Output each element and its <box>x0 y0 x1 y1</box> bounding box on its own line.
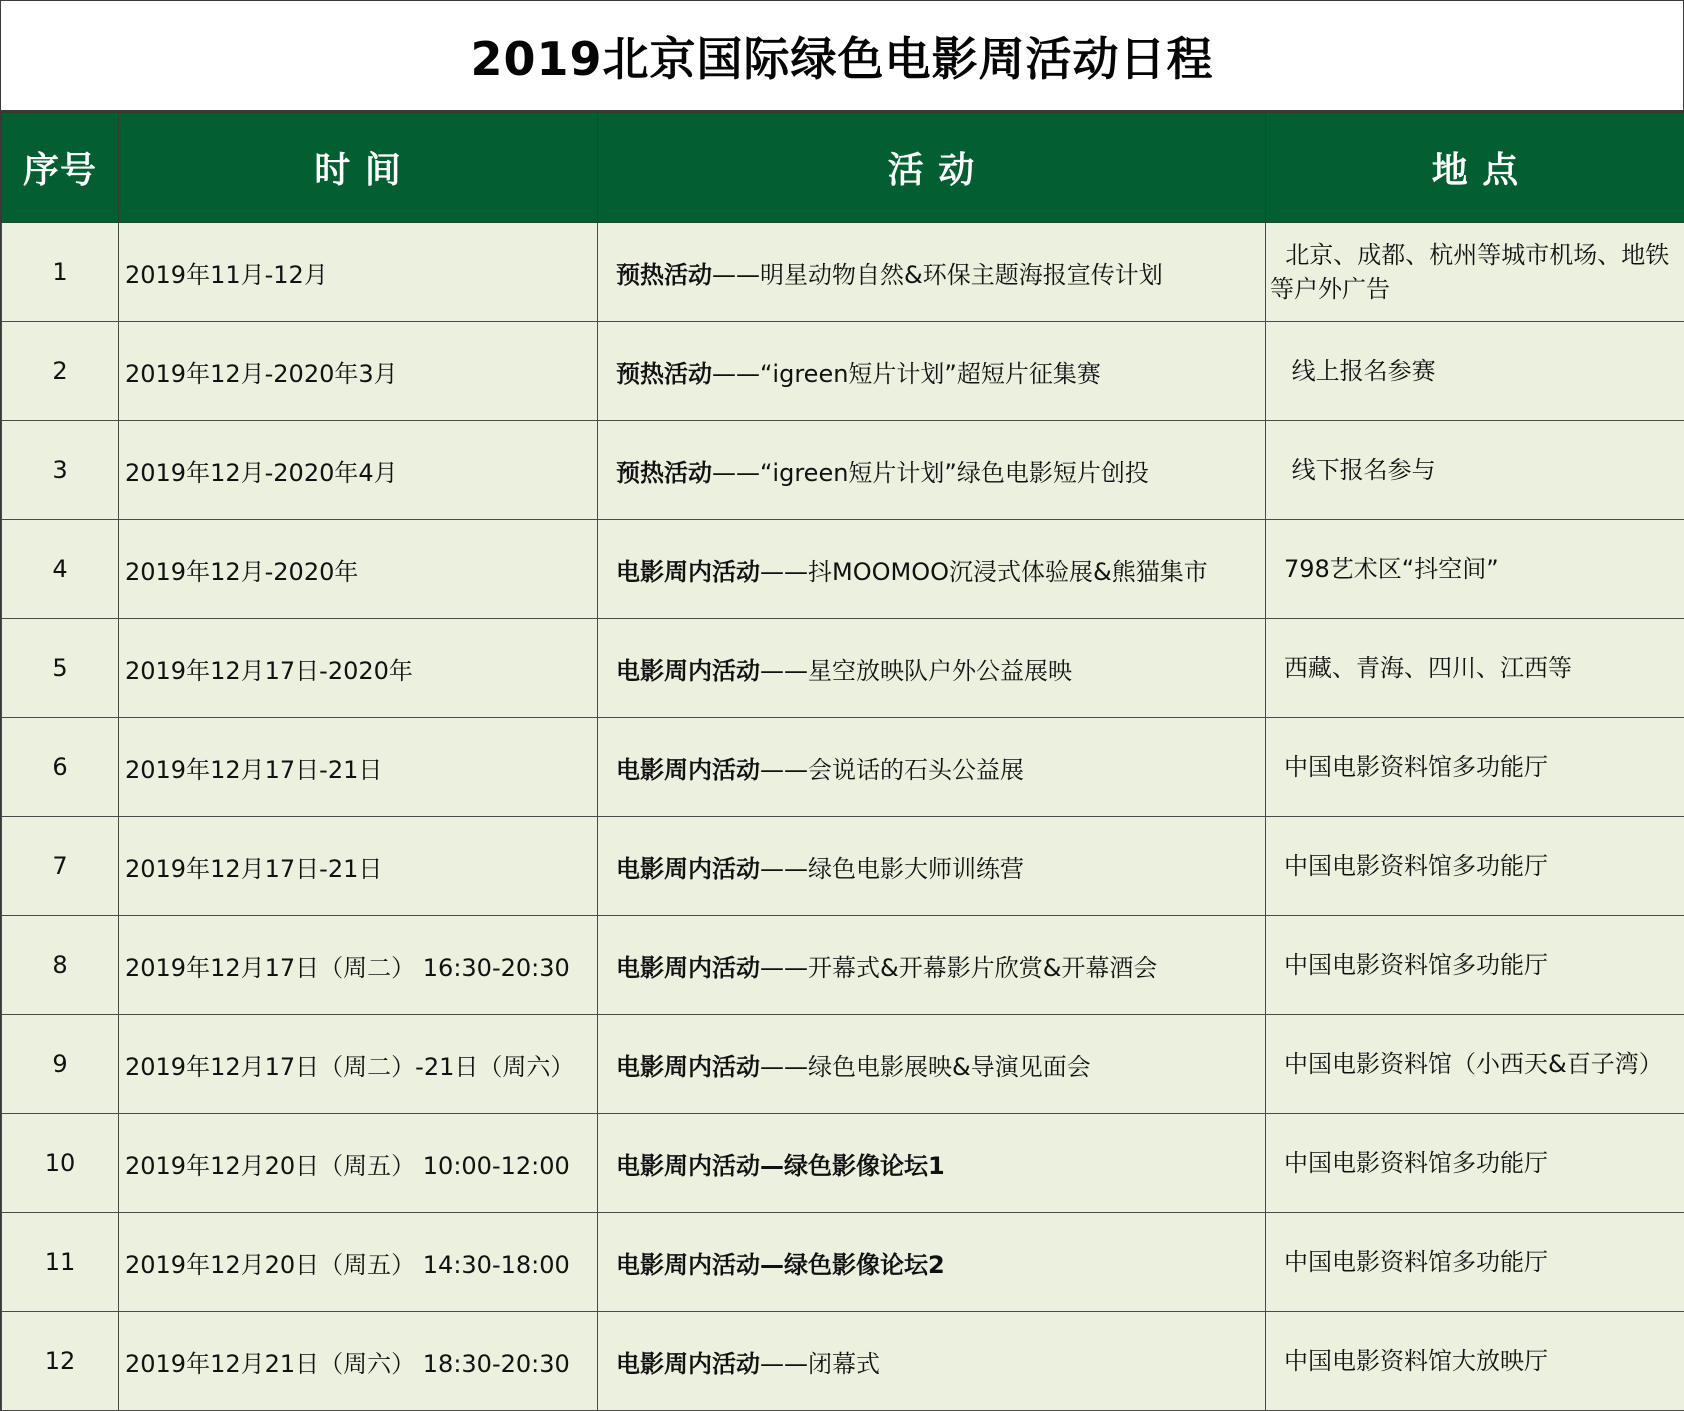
activity-description: 明星动物自然&环保主题海报宣传计划 <box>760 260 1163 289</box>
cell-time[interactable]: 2019年11月-12月 <box>119 223 598 322</box>
cell-activity[interactable] <box>598 322 1266 421</box>
activity-description: 绿色电影大师训练营 <box>808 854 1024 883</box>
cell-time[interactable]: 2019年12月17日-21日 <box>119 718 598 817</box>
cell-number[interactable]: 9 <box>2 1015 119 1114</box>
activity-category: 电影周内活动 <box>616 656 760 685</box>
activity-description: “igreen短片计划”超短片征集赛 <box>760 359 1101 388</box>
cell-number[interactable]: 6 <box>2 718 119 817</box>
activity-description: 闭幕式 <box>808 1349 880 1378</box>
cell-place[interactable]: 北京、成都、杭州等城市机场、地铁等户外广告 <box>1266 223 1684 322</box>
cell-time[interactable]: 2019年12月-2020年3月 <box>119 322 598 421</box>
activity-separator: —— <box>760 656 808 685</box>
cell-number[interactable]: 3 <box>2 421 119 520</box>
table-row <box>2 421 1684 520</box>
activity-category: 电影周内活动 <box>616 953 760 982</box>
table-row <box>2 1312 1684 1411</box>
table-row <box>2 1114 1684 1213</box>
activity-separator: —— <box>712 458 760 487</box>
activity-separator: — <box>760 1250 784 1279</box>
cell-number[interactable]: 12 <box>2 1312 119 1411</box>
cell-time[interactable]: 2019年12月17日（周二） 16:30-20:30 <box>119 916 598 1015</box>
cell-number[interactable]: 2 <box>2 322 119 421</box>
activity-category: 电影周内活动 <box>616 1151 760 1180</box>
activity-separator: —— <box>760 953 808 982</box>
table-row <box>2 817 1684 916</box>
table-row <box>2 1213 1684 1312</box>
cell-activity[interactable] <box>598 520 1266 619</box>
cell-place[interactable]: 中国电影资料馆（小西天&百子湾） <box>1266 1015 1684 1114</box>
activity-category: 预热活动 <box>616 260 712 289</box>
cell-time[interactable]: 2019年12月17日（周二）-21日（周六） <box>119 1015 598 1114</box>
table-row <box>2 619 1684 718</box>
cell-number[interactable]: 1 <box>2 223 119 322</box>
table-row <box>2 223 1684 322</box>
header-cell-time[interactable]: 时 间 <box>119 113 598 223</box>
cell-number[interactable]: 11 <box>2 1213 119 1312</box>
activity-category: 电影周内活动 <box>616 755 760 784</box>
cell-activity[interactable] <box>598 619 1266 718</box>
activity-separator: —— <box>760 557 808 586</box>
cell-place[interactable]: 线上报名参赛 <box>1266 322 1684 421</box>
cell-activity[interactable] <box>598 421 1266 520</box>
schedule-table <box>1 112 1684 1411</box>
table-row <box>2 718 1684 817</box>
cell-place[interactable]: 线下报名参与 <box>1266 421 1684 520</box>
header-cell-place[interactable]: 地 点 <box>1266 113 1684 223</box>
activity-separator: —— <box>760 1052 808 1081</box>
cell-activity[interactable] <box>598 1015 1266 1114</box>
activity-description: 开幕式&开幕影片欣赏&开幕酒会 <box>808 953 1158 982</box>
cell-place[interactable]: 中国电影资料馆多功能厅 <box>1266 1114 1684 1213</box>
cell-place[interactable]: 中国电影资料馆大放映厅 <box>1266 1312 1684 1411</box>
cell-place[interactable]: 中国电影资料馆多功能厅 <box>1266 1213 1684 1312</box>
cell-number[interactable]: 7 <box>2 817 119 916</box>
header-cell-activity[interactable]: 活 动 <box>598 113 1266 223</box>
activity-description: 星空放映队户外公益展映 <box>808 656 1072 685</box>
cell-place[interactable]: 798艺术区“抖空间” <box>1266 520 1684 619</box>
activity-description: 绿色电影展映&导演见面会 <box>808 1052 1091 1081</box>
activity-category: 电影周内活动 <box>616 1349 760 1378</box>
activity-description: 会说话的石头公益展 <box>808 755 1024 784</box>
cell-number[interactable]: 8 <box>2 916 119 1015</box>
cell-place[interactable]: 中国电影资料馆多功能厅 <box>1266 916 1684 1015</box>
cell-number[interactable]: 5 <box>2 619 119 718</box>
cell-time[interactable]: 2019年12月17日-21日 <box>119 817 598 916</box>
activity-separator: — <box>760 1151 784 1180</box>
cell-time[interactable]: 2019年12月-2020年4月 <box>119 421 598 520</box>
header-row <box>2 113 1684 223</box>
activity-description: 绿色影像论坛2 <box>784 1250 945 1279</box>
cell-activity[interactable] <box>598 1114 1266 1213</box>
table-row <box>2 916 1684 1015</box>
activity-description: 抖MOOMOO沉浸式体验展&熊猫集市 <box>808 557 1208 586</box>
cell-activity[interactable] <box>598 1213 1266 1312</box>
cell-place[interactable]: 中国电影资料馆多功能厅 <box>1266 817 1684 916</box>
table-row <box>2 1015 1684 1114</box>
cell-time[interactable]: 2019年12月-2020年 <box>119 520 598 619</box>
cell-activity[interactable] <box>598 718 1266 817</box>
activity-separator: —— <box>760 755 808 784</box>
cell-time[interactable]: 2019年12月17日-2020年 <box>119 619 598 718</box>
activity-separator: —— <box>712 260 760 289</box>
cell-activity[interactable] <box>598 223 1266 322</box>
cell-place[interactable]: 中国电影资料馆多功能厅 <box>1266 718 1684 817</box>
cell-activity[interactable] <box>598 916 1266 1015</box>
activity-description: “igreen短片计划”绿色电影短片创投 <box>760 458 1149 487</box>
table-row <box>2 322 1684 421</box>
cell-activity[interactable] <box>598 1312 1266 1411</box>
page-title: 2019北京国际绿色电影周活动日程 <box>470 31 1214 86</box>
cell-time[interactable]: 2019年12月20日（周五） 10:00-12:00 <box>119 1114 598 1213</box>
table-row <box>2 520 1684 619</box>
activity-separator: —— <box>760 854 808 883</box>
activity-category: 电影周内活动 <box>616 1250 760 1279</box>
activity-description: 绿色影像论坛1 <box>784 1151 945 1180</box>
cell-number[interactable]: 4 <box>2 520 119 619</box>
title-row <box>1 0 1683 112</box>
cell-place[interactable]: 西藏、青海、四川、江西等 <box>1266 619 1684 718</box>
activity-category: 预热活动 <box>616 458 712 487</box>
activity-category: 预热活动 <box>616 359 712 388</box>
header-cell-number[interactable]: 序号 <box>2 113 119 223</box>
activity-separator: —— <box>760 1349 808 1378</box>
activity-category: 电影周内活动 <box>616 854 760 883</box>
cell-time[interactable]: 2019年12月21日（周六） 18:30-20:30 <box>119 1312 598 1411</box>
cell-number[interactable]: 10 <box>2 1114 119 1213</box>
cell-time[interactable]: 2019年12月20日（周五） 14:30-18:00 <box>119 1213 598 1312</box>
cell-activity[interactable] <box>598 817 1266 916</box>
activity-separator: —— <box>712 359 760 388</box>
activity-category: 电影周内活动 <box>616 1052 760 1081</box>
activity-category: 电影周内活动 <box>616 557 760 586</box>
